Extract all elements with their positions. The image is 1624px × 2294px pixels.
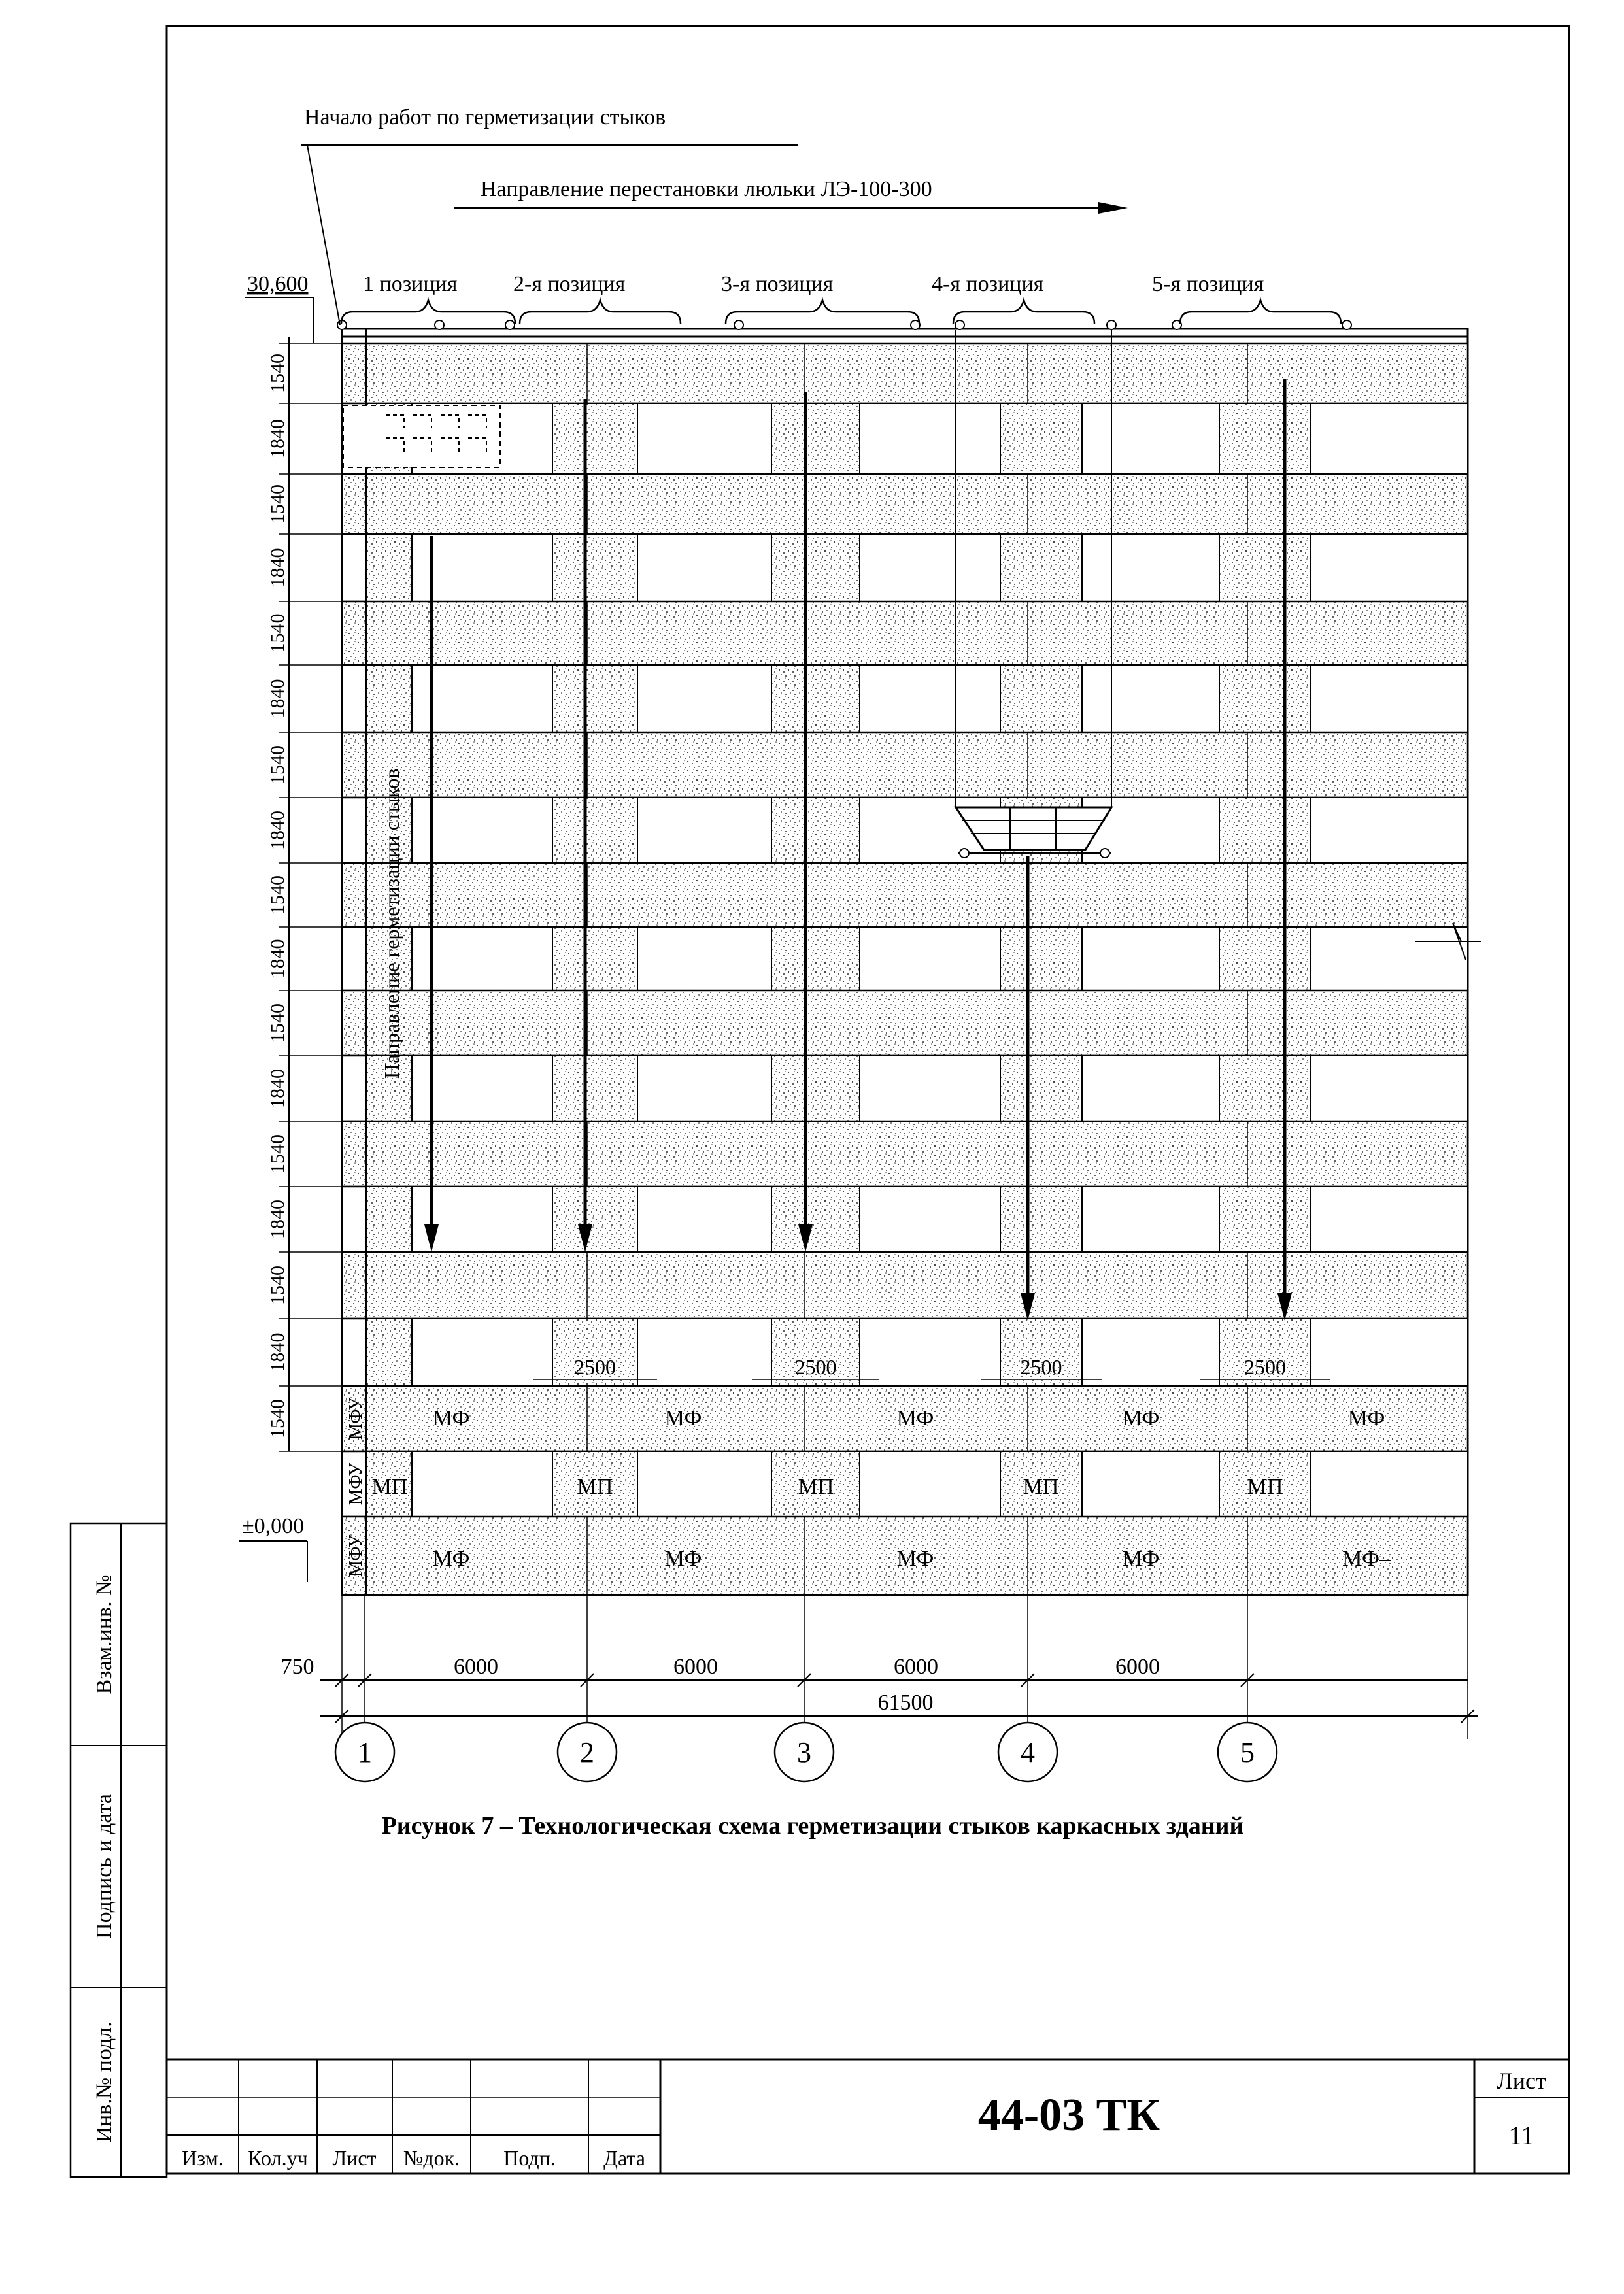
row-height-label: 1540 xyxy=(267,1134,288,1173)
pier-panel xyxy=(1219,665,1311,732)
window-opening xyxy=(860,927,1000,990)
window-opening xyxy=(1311,1056,1468,1121)
mfu-label: МФУ xyxy=(346,1534,366,1577)
suspension-point xyxy=(734,320,743,329)
horizontal-panel-strip xyxy=(342,1121,1468,1187)
suspension-point xyxy=(1342,320,1351,329)
row-height-label: 1840 xyxy=(267,939,288,979)
total-dim-label: 61500 xyxy=(877,1691,934,1715)
pier-panel xyxy=(771,665,860,732)
mf-label: МФ xyxy=(432,1547,470,1571)
position-label-5: 5-я позиция xyxy=(1152,272,1264,296)
pier-panel xyxy=(552,798,637,863)
window-opening xyxy=(637,403,771,474)
sheet-number: 11 xyxy=(1508,2121,1534,2150)
stamp-original-inv: Инв.№ подл. xyxy=(92,2021,116,2143)
position-label-3: 3-я позиция xyxy=(721,272,834,296)
pier-panel xyxy=(1000,403,1082,474)
row-height-label: 1840 xyxy=(267,419,288,458)
pier-panel xyxy=(366,665,412,732)
position-label-4: 4-я позиция xyxy=(932,272,1044,296)
facade xyxy=(337,320,1468,1595)
mfu-label: МФУ xyxy=(346,1397,366,1440)
window-opening xyxy=(637,927,771,990)
window-opening xyxy=(637,1187,771,1252)
pier-panel xyxy=(1000,1056,1082,1121)
window-dim-label: 2500 xyxy=(574,1355,616,1379)
mf-label: МФ xyxy=(432,1406,470,1430)
window-opening xyxy=(637,665,771,732)
mf-label: МФ xyxy=(896,1406,934,1430)
pier-panel xyxy=(552,1187,637,1252)
tb-header-date: Дата xyxy=(603,2146,645,2170)
start-area-dashed xyxy=(343,405,500,467)
row-height-label: 1540 xyxy=(267,1004,288,1043)
axis-markers xyxy=(335,1723,1277,1781)
axis-label-3: 3 xyxy=(797,1736,811,1768)
horizontal-panel-strip xyxy=(342,474,1468,534)
row-height-label: 1540 xyxy=(267,1266,288,1305)
pier-panel xyxy=(1219,403,1311,474)
pier-panel xyxy=(771,1056,860,1121)
window-opening xyxy=(1082,1319,1219,1386)
row-height-label: 1540 xyxy=(267,354,288,393)
pier-panel xyxy=(771,927,860,990)
span-dim-label: 6000 xyxy=(673,1655,718,1679)
window-opening xyxy=(1311,534,1468,601)
span-dim-label: 6000 xyxy=(894,1655,938,1679)
suspension-point xyxy=(505,320,515,329)
mf-label: МФ xyxy=(664,1406,702,1430)
window-opening xyxy=(860,665,1000,732)
position-label-2: 2-я позиция xyxy=(513,272,626,296)
row-height-label: 1840 xyxy=(267,1200,288,1239)
window-opening xyxy=(860,1451,1000,1517)
row-height-label: 1840 xyxy=(267,679,288,718)
axis-label-5: 5 xyxy=(1240,1736,1255,1768)
window-opening xyxy=(1082,665,1219,732)
stamp-replacement-inv: Взам.инв. № xyxy=(92,1574,116,1695)
position-brace-5 xyxy=(1180,300,1341,324)
mp-label: МП xyxy=(1247,1475,1283,1499)
window-opening xyxy=(1082,1056,1219,1121)
row-height-label: 1840 xyxy=(267,1069,288,1108)
row-height-label: 1540 xyxy=(267,613,288,653)
position-labels xyxy=(341,272,1341,324)
horizontal-panel-strip xyxy=(342,863,1468,927)
pier-panel xyxy=(771,403,860,474)
axis-label-4: 4 xyxy=(1021,1736,1035,1768)
tb-header-list: Лист xyxy=(332,2146,377,2170)
mf-label: МФ xyxy=(1347,1406,1385,1430)
pier-panel xyxy=(1219,1187,1311,1252)
window-opening xyxy=(860,1319,1000,1386)
pier-panel xyxy=(1219,798,1311,863)
start-label: Начало работ по герметизации стыков xyxy=(304,105,666,129)
pier-panel xyxy=(1000,665,1082,732)
pier-panel xyxy=(771,1187,860,1252)
window-opening xyxy=(860,1187,1000,1252)
position-brace-3 xyxy=(726,300,919,324)
axis-label-1: 1 xyxy=(358,1736,372,1768)
window-opening xyxy=(1082,1187,1219,1252)
pier-panel xyxy=(1000,534,1082,601)
suspension-point xyxy=(435,320,444,329)
window-dim-label: 2500 xyxy=(794,1355,837,1379)
pier-panel xyxy=(552,403,637,474)
pier-panel xyxy=(771,798,860,863)
window-opening xyxy=(1311,665,1468,732)
side-stamp xyxy=(71,1523,167,2177)
position-brace-2 xyxy=(520,300,681,324)
window-opening xyxy=(637,534,771,601)
mp-label: МП xyxy=(371,1475,408,1499)
window-opening xyxy=(1311,1451,1468,1517)
window-opening xyxy=(637,1319,771,1386)
pier-panel xyxy=(366,534,412,601)
pier-panel xyxy=(366,1319,412,1386)
window-opening xyxy=(412,1319,552,1386)
window-opening xyxy=(1082,403,1219,474)
mf-label: МФ xyxy=(1122,1547,1160,1571)
stamp-signature-date: Подпись и дата xyxy=(92,1794,116,1939)
window-opening xyxy=(1311,927,1468,990)
window-dim-label: 2500 xyxy=(1020,1355,1062,1379)
top-level-label: 30,600 xyxy=(247,272,309,296)
suspension-point xyxy=(1107,320,1116,329)
pier-panel xyxy=(1219,534,1311,601)
position-brace-1 xyxy=(341,300,515,324)
pier-panel xyxy=(1219,1056,1311,1121)
mf-label: МФ– xyxy=(1342,1547,1391,1571)
window-opening xyxy=(1082,1451,1219,1517)
pier-panel xyxy=(552,927,637,990)
mp-label: МП xyxy=(577,1475,613,1499)
zero-level-label: ±0,000 xyxy=(242,1514,305,1538)
vertical-direction-label: Направление герметизации стыков xyxy=(380,768,403,1079)
window-opening xyxy=(1311,1187,1468,1252)
row-height-label: 1840 xyxy=(267,1332,288,1372)
edge-dim-label: 750 xyxy=(280,1655,314,1679)
tb-header-kol: Кол.уч xyxy=(248,2146,308,2170)
position-label-1: 1 позиция xyxy=(363,272,458,296)
window-opening xyxy=(860,534,1000,601)
tb-header-doc: №док. xyxy=(403,2146,460,2170)
pier-panel xyxy=(552,665,637,732)
mf-label: МФ xyxy=(896,1547,934,1571)
mf-label: МФ xyxy=(664,1547,702,1571)
span-dim-label: 6000 xyxy=(454,1655,498,1679)
mf-label: МФ xyxy=(1122,1406,1160,1430)
horizontal-panel-strip xyxy=(342,601,1468,665)
row-height-label: 1540 xyxy=(267,484,288,524)
window-opening xyxy=(1082,927,1219,990)
figure-caption: Рисунок 7 – Технологическая схема герметизации стыков каркасных зданий xyxy=(381,1812,1244,1840)
direction-label: Направление перестановки люльки ЛЭ-100-300 xyxy=(481,177,932,201)
axis-label-2: 2 xyxy=(580,1736,594,1768)
window-opening xyxy=(1311,798,1468,863)
window-opening xyxy=(637,1056,771,1121)
position-brace-4 xyxy=(953,300,1094,324)
window-opening xyxy=(1311,403,1468,474)
tb-header-izm: Изм. xyxy=(182,2146,224,2170)
window-opening xyxy=(637,798,771,863)
pier-panel xyxy=(1219,927,1311,990)
mfu-label: МФУ xyxy=(346,1462,366,1506)
row-height-label: 1540 xyxy=(267,745,288,784)
title-block xyxy=(167,2059,1569,2174)
span-dim-label: 6000 xyxy=(1115,1655,1160,1679)
horizontal-panel-strip xyxy=(342,732,1468,798)
pier-panel xyxy=(366,1187,412,1252)
row-height-label: 1840 xyxy=(267,811,288,850)
row-height-label: 1540 xyxy=(267,1399,288,1438)
window-opening xyxy=(1311,1319,1468,1386)
pier-panel xyxy=(552,534,637,601)
sheet-label: Лист xyxy=(1497,2068,1546,2094)
horizontal-panel-strip xyxy=(342,1252,1468,1319)
horizontal-panel-strip xyxy=(342,343,1468,403)
mp-label: МП xyxy=(1023,1475,1059,1499)
suspension-point xyxy=(955,320,964,329)
pier-panel xyxy=(1000,1187,1082,1252)
window-opening xyxy=(860,403,1000,474)
window-opening xyxy=(412,1451,552,1517)
pier-panel xyxy=(771,534,860,601)
document-code: 44-03 ТК xyxy=(977,2090,1160,2140)
tb-header-sign: Подп. xyxy=(503,2146,556,2170)
horizontal-panel-strip xyxy=(342,990,1468,1056)
direction-arrowhead xyxy=(1098,202,1128,214)
window-opening xyxy=(637,1451,771,1517)
row-height-label: 1540 xyxy=(267,875,288,915)
row-height-label: 1840 xyxy=(267,548,288,588)
pier-panel xyxy=(552,1056,637,1121)
window-dim-label: 2500 xyxy=(1244,1355,1286,1379)
pier-panel xyxy=(1000,927,1082,990)
window-opening xyxy=(860,1056,1000,1121)
mp-label: МП xyxy=(798,1475,834,1499)
window-opening xyxy=(1082,534,1219,601)
